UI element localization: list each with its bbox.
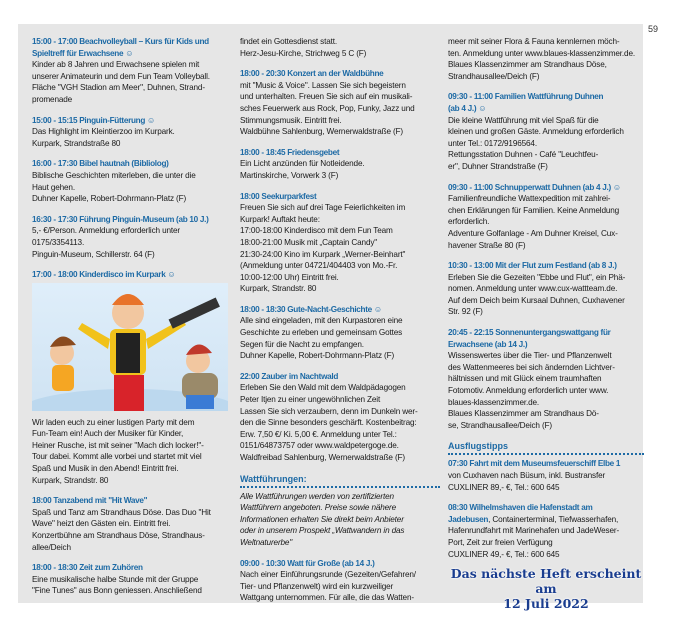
event-text-line: Spaß und Musik in den Abend! Eintritt frei.	[32, 464, 179, 474]
event-text-line: Port, Zeit zur freien Verfügung	[448, 537, 553, 547]
event-title: 17:00 - 18:00 Kinderdisco im Kurpark ☺	[32, 270, 176, 280]
next-issue-date: 12 Juli 2022	[503, 596, 589, 611]
event-text-line: kleinen und großen Gäste. Anmeldung erforderlich	[448, 127, 624, 137]
event-title: 10:30 - 13:00 Mit der Flut zum Festland (ab 8 J.)	[448, 261, 617, 271]
event-text-line: 0175/3354113.	[32, 237, 85, 247]
event-text-line: Fotomotiv. Anmeldung erforderlich unter www.	[448, 386, 609, 396]
event-block	[448, 327, 644, 431]
event-text-line: Konzertbühne am Strandhaus Döse, Strandhaus-	[32, 531, 205, 541]
event-text-line: unserer Animateurin und dem Fun Team Volleyball.	[32, 71, 210, 81]
event-text-line: Nach einer Einführungsrunde (Gezeiten/Gefahren/	[240, 570, 416, 580]
event-text-line: Wave" heizt den Gästen ein. Eintritt frei.	[32, 519, 171, 529]
event-title: 18:00 - 18:30 Zeit zum Zuhören	[32, 563, 143, 573]
event-title: 09:00 - 10:30 Watt für Große (ab 14 J.)	[240, 558, 375, 568]
event-title-line	[32, 36, 232, 48]
event-block	[32, 158, 232, 204]
event-text-line: erforderlich.	[448, 217, 490, 227]
event-block	[32, 562, 232, 597]
event-text-line: Adventure Golfanlage - Am Duhner Kreisel, Cux-	[448, 228, 618, 238]
event-title-line	[240, 68, 440, 80]
event-text-line: Herz-Jesu-Kirche, Strichweg 5 C (F)	[240, 48, 367, 58]
event-block	[240, 371, 440, 464]
event-text-line: Die kleine Wattführung mit viel Spaß für die	[448, 115, 599, 125]
event-text-line: 18:00-21:00 Musik mit „Captain Candy"	[240, 237, 378, 247]
event-text-line: CUXLINER 49,- €, Tel.: 600 645	[448, 549, 560, 559]
event-text-line: Geschichte zu erleben und gemeinsam Gottes	[240, 328, 403, 338]
event-text-line: (Anmeldung unter 04721/404403 von Mo.-Fr.	[240, 261, 398, 271]
event-block	[448, 260, 644, 318]
page-number: 59	[648, 24, 659, 34]
event-title-line	[240, 371, 440, 383]
event-title-line	[32, 495, 232, 507]
event-title-line	[448, 91, 644, 103]
event-text-line: Tier- und Pflanzenwelt) wird ein kurzweiliger	[240, 581, 394, 591]
event-text-line: Haut gehen.	[32, 182, 75, 192]
event-text-line: Heiner Rusche, ist mit seiner "Mach dich locker!"-	[32, 440, 204, 450]
event-text-line: Ein Licht anzünden für Notleidende.	[240, 159, 365, 169]
event-text-line: Fläche "VGH Stadion am Meer", Duhnen, Strand-	[32, 83, 205, 93]
event-title-line	[448, 260, 644, 272]
section-heading: Wattführungen:	[240, 473, 440, 488]
event-text-line: Pinguin-Museum, Schillerstr. 64 (F)	[32, 249, 155, 259]
event-text-line: Weltnaturerbe"	[240, 537, 293, 547]
event-text-line: meer mit seiner Flora & Fauna kennlernen möch-	[448, 37, 620, 46]
event-title-line	[32, 214, 232, 226]
event-title: 09:30 - 11:00 Familien Wattführung Duhnen	[448, 92, 604, 102]
event-block	[240, 191, 440, 295]
column-3	[448, 36, 644, 569]
event-title-line	[240, 147, 440, 159]
column-2	[240, 36, 440, 613]
event-text-line: promenade	[32, 94, 73, 104]
event-text-line: Alle Wattführungen werden von zertifizierten	[240, 491, 394, 501]
event-title: 15:00 - 17:00 Beachvolleyball – Kurs für Kids und	[32, 37, 209, 46]
event-title-line	[448, 327, 644, 339]
event-text-line: 21:30-24:00 Kino im Kurpark „Werner-Beinhart"	[240, 249, 406, 259]
next-issue-notice	[448, 566, 644, 611]
event-text-line: von Cuxhaven nach Büsum, inkl. Bustransfer	[448, 471, 606, 480]
event-text-line: Erleben Sie die Gezeiten "Ebbe und Flut", ein Phä-	[448, 272, 626, 282]
event-text-line: Freuen Sie sich auf drei Tage Feierlichkeiten im	[240, 203, 406, 213]
event-title: Jadebusen	[448, 514, 489, 524]
event-text-line: Hafenrundfahrt mit Marinehafen und JadeWeser-	[448, 526, 620, 536]
event-title-line	[32, 269, 232, 281]
event-title: 07:30 Fahrt mit dem Museumsfeuerschiff Elbe 1	[448, 459, 621, 469]
event-title-line	[32, 48, 232, 60]
event-block	[448, 502, 644, 560]
event-text-line: Wir laden euch zu einer lustigen Party mit dem	[32, 417, 195, 427]
event-text-line: Kurpark, Strandstraße 80	[32, 138, 121, 148]
event-title-line	[448, 339, 644, 351]
event-text-line: Peter Itjen zu einer ungewöhnlichen Zeit	[240, 395, 381, 405]
event-text-line: Alle sind eingeladen, mit den Kurpastoren eine	[240, 316, 403, 326]
event-block	[32, 269, 232, 486]
event-text-line: Kurpark! Auftakt heute:	[240, 214, 320, 224]
event-block	[32, 115, 232, 150]
event-text-line: sches Feuerwerk aus Rock, Pop, Funky, Jazz und	[240, 103, 415, 113]
event-text-line: nomen. Anmeldung unter www.cux-wattteam.de.	[448, 284, 618, 294]
event-text-line: Waldfreibad Sahlenburg, Wernerwaldstraße (F)	[240, 453, 405, 462]
event-title: 18:00 Tanzabend mit "Hit Wave"	[32, 496, 148, 506]
event-title-line	[448, 182, 644, 194]
event-title-line	[448, 514, 644, 526]
event-text-line: Tour dabei. Kommt alle vorbei und startet mit viel	[32, 452, 202, 462]
event-text-line: Wattgang unternommen. Für alle, die das Watten-	[240, 593, 414, 603]
event-text-line: se, Strandhausallee/Deich (F)	[448, 420, 552, 430]
event-text-line: Lassen Sie sich verzaubern, denn im Dunkeln wer-	[240, 406, 418, 416]
event-text-line: Segen für die Nacht zu empfangen.	[240, 339, 364, 349]
event-text-line: Das Highlight im Kleintierzoo im Kurpark.	[32, 127, 175, 137]
event-title-tail: , Containerterminal, Tiefwasserhafen,	[488, 514, 619, 524]
event-text-line: Wattführern angeboten. Preise sowie nähere	[240, 503, 397, 513]
event-text-line: er", Duhner Strandstraße (F)	[448, 161, 548, 171]
event-block	[240, 473, 440, 549]
event-title-line	[240, 191, 440, 203]
event-text-line: "Fine Tunes" aus Bonn geniessen. Anschließend	[32, 586, 202, 596]
event-text-line: Strandhausallee/Deich (F)	[448, 71, 540, 81]
event-text-line: und unterhalten. Freuen Sie sich auf ein musikali-	[240, 92, 413, 102]
event-title: 20:45 - 22:15 Sonnenuntergangswattgang für	[448, 328, 611, 338]
event-text-line: Informationen erhalten Sie direkt beim Anbieter	[240, 514, 404, 524]
event-text-line: oder in unserem Prospekt „Wattwandern in das	[240, 526, 405, 536]
event-text-line: Fun-Team ein! Auch der Musiker für Kinder,	[32, 429, 184, 439]
event-title: 09:30 - 11:00 Schnupperwatt Duhnen (ab 4 J.) ☺	[448, 182, 621, 192]
event-title-line	[448, 103, 644, 115]
event-title: 16:30 - 17:30 Führung Pinguin-Museum (ab 10 J.)	[32, 214, 209, 224]
event-text-line: Biblische Geschichten miterleben, die unter die	[32, 170, 196, 180]
event-block	[448, 182, 644, 252]
event-text-line: Kurpark, Strandstr. 80	[240, 284, 317, 294]
event-title-line	[448, 502, 644, 514]
event-title-line	[240, 558, 440, 570]
event-text-line: Spaß und Tanz am Strandhaus Döse. Das Duo "Hit	[32, 507, 211, 517]
event-title-line	[32, 115, 232, 127]
event-title: 18:00 Seekurparkfest	[240, 191, 317, 201]
event-title: Spieltreff für Erwachsene ☺	[32, 48, 134, 58]
event-text-line: Kurpark, Strandstr. 80	[32, 475, 109, 485]
event-text-line: chen Erklärungen für Familien. Keine Anmeldung	[448, 205, 620, 215]
event-title: 18:00 - 20:30 Konzert an der Waldbühne	[240, 69, 384, 79]
event-block	[240, 147, 440, 182]
section-heading: Ausflugstipps	[448, 440, 644, 455]
event-text-line: Rettungsstation Duhnen - Café "Leuchtfeu-	[448, 150, 599, 160]
next-issue-line1: Das nächste Heft erscheint am	[450, 566, 642, 596]
event-title-line	[448, 458, 644, 470]
event-title: 16:00 - 17:30 Bibel hautnah (Bibliolog)	[32, 159, 169, 169]
event-block	[32, 214, 232, 260]
event-title: 18:00 - 18:45 Friedensgebet	[240, 147, 340, 157]
event-text-line: 17:00-18:00 Kinderdisco mit dem Fun Team	[240, 226, 393, 236]
event-block	[448, 440, 644, 493]
event-text-line: Duhner Kapelle, Robert-Dohrmann-Platz (F)	[240, 351, 395, 361]
event-text-line: den die Sinne besonders geschärft. Kostenbeitrag:	[240, 418, 417, 428]
event-text-line: ten. Anmeldung unter www.blaues-klassenzimmer.de.	[448, 48, 635, 58]
event-text-line: allee/Deich	[32, 542, 71, 552]
event-block	[240, 558, 440, 604]
event-text-line: Blaues Klassenzimmer am Strandhaus Döse,	[448, 60, 607, 70]
event-text-line: Erw. 7,50 €/ Ki. 5,00 €. Anmeldung unter Tel.:	[240, 429, 397, 439]
event-block	[448, 91, 644, 172]
event-text-line: Martinskirche, Vorwerk 3 (F)	[240, 170, 339, 180]
event-block	[240, 304, 440, 362]
kinderdisco-illustration	[32, 283, 228, 411]
event-title: Erwachsene (ab 14 J.)	[448, 339, 528, 349]
event-title: (ab 4 J.) ☺	[448, 103, 487, 113]
event-title-line	[240, 304, 440, 316]
event-text-line: Kinder ab 8 Jahren und Erwachsene spielen mit	[32, 60, 200, 70]
event-text-line: unter Tel.: 0172/9196564.	[448, 138, 537, 148]
event-block	[32, 495, 232, 553]
event-text-line: Stimmungsmusik. Eintritt frei.	[240, 115, 342, 125]
event-text-line: CUXLINER 89,- €, Tel.: 600 645	[448, 482, 560, 492]
event-text-line: Duhner Kapelle, Robert-Dohrmann-Platz (F)	[32, 194, 187, 204]
event-title: 15:00 - 15:15 Pinguin-Fütterung ☺	[32, 115, 156, 125]
event-text-line: Blaues Klassenzimmer am Strandhaus Dö-	[448, 409, 599, 419]
event-title: 18:00 - 18:30 Gute-Nacht-Geschichte ☺	[240, 304, 382, 314]
column-1	[32, 36, 232, 606]
event-text-line: des Wattenmeeres bei sich ändernden Lichtver-	[448, 362, 615, 372]
event-title-line	[32, 158, 232, 170]
event-text-line: Familienfreundliche Wattexpedition mit zahlrei-	[448, 194, 611, 204]
event-title: 22:00 Zauber im Nachtwald	[240, 371, 339, 381]
event-text-line: mit "Music & Voice". Lassen Sie sich begeistern	[240, 80, 406, 90]
event-text-line: havener Straße 80 (F)	[448, 240, 526, 250]
event-text-line: 10:00-12:00 Uhr) Eintritt frei.	[240, 272, 339, 282]
event-text-line: hältnissen und mit Glück einem traumhaften	[448, 374, 602, 384]
event-text-line: findet ein Gottesdienst statt.	[240, 37, 337, 46]
event-title: 08:30 Wilhelmshaven die Hafenstadt am	[448, 503, 593, 513]
event-text-line: blaues-klassenzimmer.de.	[448, 397, 540, 407]
event-block	[240, 68, 440, 138]
event-text-line: 5,- €/Person. Anmeldung erforderlich unter	[32, 226, 180, 236]
event-block	[32, 36, 232, 106]
event-text-line: Waldbühne Sahlenburg, Wernerwaldstraße (F)	[240, 127, 403, 137]
event-block	[240, 36, 440, 59]
event-text-line: Wissenswertes über die Tier- und Pflanzenwelt	[448, 351, 612, 361]
event-text-line: Eine musikalische halbe Stunde mit der Gruppe	[32, 574, 199, 584]
event-text-line: 0151/64873757 oder www.waldpetergoge.de.	[240, 441, 399, 451]
event-text-line: Auf dem Deich beim Kursaal Duhnen, Cuxhavener	[448, 295, 625, 305]
event-block	[448, 36, 644, 82]
event-text-line: Str. 92 (F)	[448, 307, 483, 317]
event-text-line: Erleben Sie den Wald mit dem Waldpädagogen	[240, 383, 406, 393]
event-title-line	[32, 562, 232, 574]
